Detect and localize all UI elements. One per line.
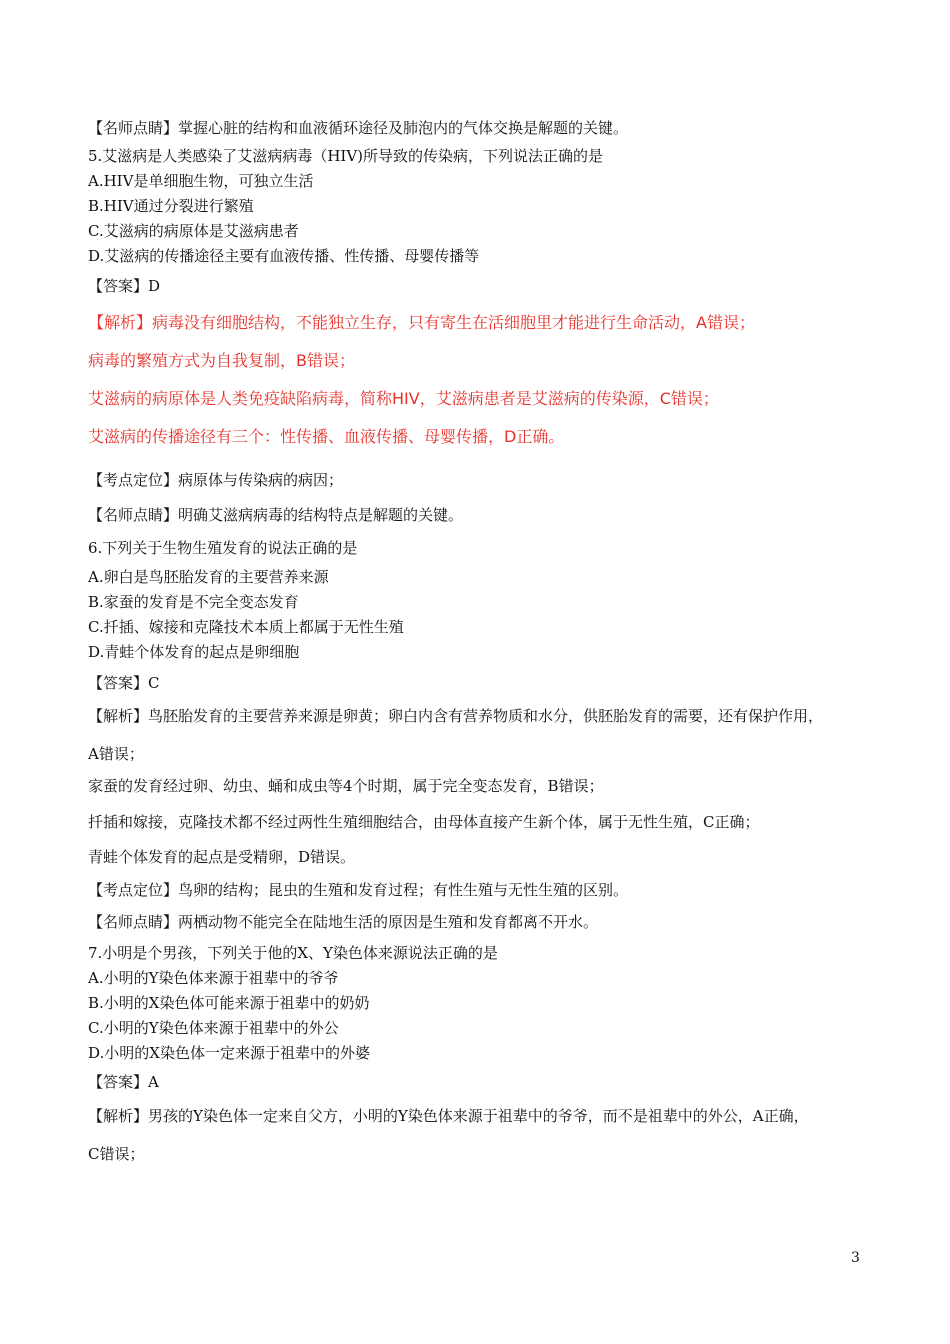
answer: 【答案】D: [88, 277, 161, 295]
option-a: A.卵白是鸟胚胎发育的主要营养来源: [88, 568, 329, 586]
option-d: D.艾滋病的传播途径主要有血液传播、性传播、母婴传播等: [88, 247, 480, 265]
analysis-line: C错误；: [88, 1145, 145, 1163]
option-a: A.HIV是单细胞生物，可独立生活: [88, 172, 314, 190]
option-b: B.HIV通过分裂进行繁殖: [88, 197, 254, 215]
option-c: C.小明的Y染色体来源于祖辈中的外公: [88, 1019, 339, 1037]
teacher-note: 【名师点睛】两栖动物不能完全在陆地生活的原因是生殖和发育都离不开水。: [88, 913, 599, 931]
option-b: B.小明的X染色体可能来源于祖辈中的奶奶: [88, 994, 370, 1012]
analysis-line: 家蚕的发育经过卵、幼虫、蛹和成虫等4个时期，属于完全变态发育，B错误；: [88, 777, 604, 795]
question-5: 5.艾滋病是人类感染了艾滋病病毒（HIV)所导致的传染病，下列说法正确的是: [88, 147, 604, 165]
page-number: 3: [851, 1250, 860, 1266]
analysis-line: 艾滋病的病原体是人类免疫缺陷病毒，简称HIV，艾滋病患者是艾滋病的传染源，C错误；: [88, 389, 719, 408]
analysis-line: 青蛙个体发育的起点是受精卵，D错误。: [88, 848, 356, 866]
analysis-line: 【解析】病毒没有细胞结构，不能独立生存，只有寄生在活细胞里才能进行生命活动，A错误；: [88, 313, 755, 332]
answer: 【答案】A: [88, 1073, 159, 1091]
teacher-note: 【名师点睛】明确艾滋病病毒的结构特点是解题的关键。: [88, 506, 464, 524]
text-line: 【名师点睛】掌握心脏的结构和血液循环途径及肺泡内的气体交换是解题的关键。: [88, 119, 629, 137]
analysis-line: 【解析】鸟胚胎发育的主要营养来源是卵黄；卵白内含有营养物质和水分，供胚胎发育的需要，还有保护作用，: [88, 707, 824, 725]
question-7: 7.小明是个男孩，下列关于他的X、Y染色体来源说法正确的是: [88, 944, 498, 962]
option-d: D.小明的X染色体一定来源于祖辈中的外婆: [88, 1044, 370, 1062]
analysis-line: A错误；: [88, 745, 144, 763]
analysis-line: 【解析】男孩的Y染色体一定来自父方，小明的Y染色体来源于祖辈中的爷爷，而不是祖辈中的外公，A正确，: [88, 1107, 809, 1125]
option-b: B.家蚕的发育是不完全变态发育: [88, 593, 299, 611]
option-d: D.青蛙个体发育的起点是卵细胞: [88, 643, 300, 661]
key-point: 【考点定位】病原体与传染病的病因；: [88, 471, 344, 489]
question-6: 6.下列关于生物生殖发育的说法正确的是: [88, 539, 358, 557]
analysis-line: 扦插和嫁接，克隆技术都不经过两性生殖细胞结合，由母体直接产生新个体，属于无性生殖，C正确；: [88, 813, 760, 831]
option-c: C.艾滋病的病原体是艾滋病患者: [88, 222, 299, 240]
answer: 【答案】C: [88, 674, 160, 692]
option-a: A.小明的Y染色体来源于祖辈中的爷爷: [88, 969, 339, 987]
analysis-line: 艾滋病的传播途径有三个：性传播、血液传播、母婴传播，D正确。: [88, 427, 565, 446]
analysis-line: 病毒的繁殖方式为自我复制，B错误；: [88, 351, 355, 370]
option-c: C.扦插、嫁接和克隆技术本质上都属于无性生殖: [88, 618, 404, 636]
key-point: 【考点定位】鸟卵的结构；昆虫的生殖和发育过程；有性生殖与无性生殖的区别。: [88, 881, 629, 899]
